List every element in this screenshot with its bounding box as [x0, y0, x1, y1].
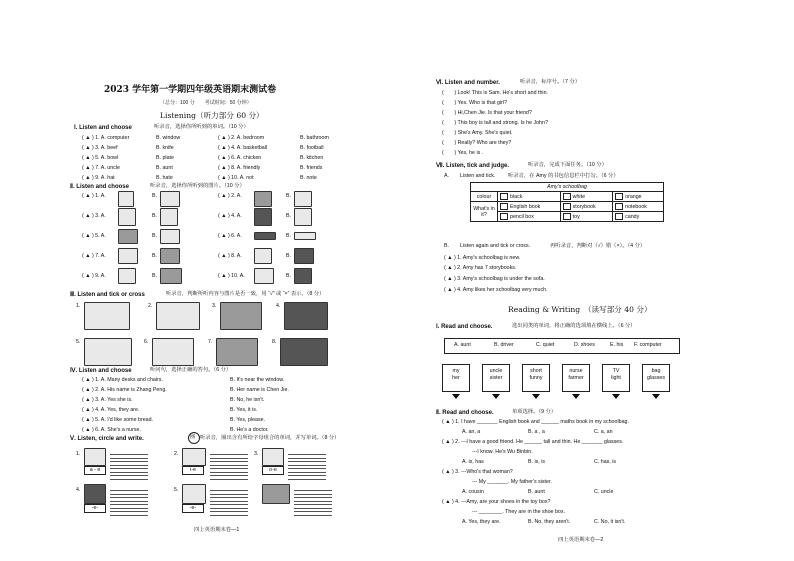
s2-7a-picture: [118, 248, 138, 264]
s4-r6-b: B. He's a doctor.: [230, 427, 269, 433]
s3-picture-2: [156, 302, 200, 330]
s2-3b-picture: [160, 208, 178, 226]
s5-picture-5: [182, 484, 206, 504]
word-card-2: uncle sister: [482, 364, 510, 392]
s2-3-b: B.: [152, 213, 158, 219]
s5-writing-lines-2b[interactable]: [210, 466, 248, 476]
s4-r3-b: B. No, he isn't.: [230, 397, 265, 403]
item-option-pencil-box[interactable]: [498, 212, 561, 222]
s4-r2-b: B. Her name is Chen Jie.: [230, 387, 289, 393]
r2-q3: ( ▲ ) 3. ---Who's that woman?: [442, 469, 513, 475]
s2-item-10: ( ▲ ) 10. A.: [218, 273, 245, 279]
s2-9a-picture: [118, 268, 136, 284]
s2-8-b: B.: [286, 253, 292, 259]
s2-item-2: ( ▲ ) 2. A.: [218, 193, 242, 199]
s4-r5-b: B. Yes, please.: [230, 417, 266, 423]
colour-option-orange[interactable]: [613, 192, 664, 202]
checkbox-icon[interactable]: [563, 203, 571, 210]
s1-r2-c0: ( ▲ ) 5. A. bowl: [82, 155, 119, 161]
r2-q2-c: C. has, is: [594, 459, 617, 465]
s3-num-4: 4.: [276, 303, 281, 309]
checkbox-icon[interactable]: [563, 213, 571, 220]
s1-r1-c3: B. football: [300, 145, 324, 151]
s5-picture-6: [262, 484, 290, 504]
arrow-down-icon: [572, 394, 580, 399]
colour-text: black: [510, 193, 523, 200]
s6-instr: 听录音，标序号。（7 分）: [520, 79, 581, 85]
s5-writing-lines-2[interactable]: [210, 452, 248, 462]
item-option-notebook[interactable]: [613, 202, 664, 212]
word-option-b: B. driver: [494, 342, 514, 348]
s3-picture-8: [280, 338, 328, 366]
r2-q2: ( ▲ ) 2. ---I have a good friend. He ______ tall and thin. He _______ glasses.: [442, 439, 624, 445]
s2-6b-picture: [294, 232, 316, 240]
r2-q2-a: A. is, has: [462, 459, 484, 465]
s2-8a-picture: [254, 248, 272, 264]
s2-3a-picture: [118, 208, 136, 226]
s5-instr: 听录音，圈出含有所给字母组合的单词，并写单词。（8 分）: [200, 435, 340, 441]
s5-head: Ⅴ. Listen, circle and write.: [70, 436, 144, 442]
s1-r4-c1: B. hate: [156, 175, 173, 181]
s4-r1-a: ( ▲ ) 1. A. Many desks and chairs.: [82, 377, 163, 383]
s5-picture-1: [84, 448, 106, 466]
s5-writing-lines-1b[interactable]: [110, 466, 148, 476]
s2-7-b: B.: [152, 253, 158, 259]
checkbox-icon[interactable]: [615, 203, 623, 210]
left-footer: 四上英语期末卷—1: [194, 527, 240, 533]
word-option-e: E. his: [610, 342, 624, 348]
checkbox-icon[interactable]: [615, 213, 623, 220]
s4-r4-a: ( ▲ ) 4. A. Yes, they are.: [82, 407, 140, 413]
arrow-down-icon: [492, 394, 500, 399]
colour-row: [471, 192, 664, 202]
s5-tag-5: -e-: [182, 504, 204, 513]
s2-item-5: ( ▲ ) 5. A.: [82, 233, 106, 239]
arrow-down-icon: [452, 394, 460, 399]
s3-picture-7: [216, 338, 258, 366]
arrow-down-icon: [532, 394, 540, 399]
table-title: Amy's schoolbag: [471, 183, 664, 192]
exam-subtitle: （总分：100 分 考试时间：50 分钟）: [160, 100, 252, 106]
s1-r2-c2: ( ▲ ) 6. A. chicken: [218, 155, 262, 161]
s4-r5-a: ( ▲ ) 5. A. I'd like some bread.: [82, 417, 154, 423]
whats-in-it-label: What's in it?: [471, 202, 498, 222]
s2-8b-picture: [294, 248, 314, 264]
s5-tag-1: a - e: [84, 466, 106, 475]
s3-num-5: 5.: [76, 339, 81, 345]
word-option-d: D. shoes: [574, 342, 595, 348]
item-text: pencil box: [510, 213, 534, 220]
item-text: toy: [572, 213, 580, 220]
s2-10b-picture: [294, 268, 312, 284]
s5-num-4: 4.: [76, 487, 81, 493]
item-option-candy[interactable]: [613, 212, 664, 222]
s1-head: Ⅰ. Listen and choose: [74, 125, 132, 131]
s2-4b-picture: [294, 208, 312, 226]
exam-title: 2023 学年第一学期四年级英语期末测试卷: [104, 85, 277, 95]
s1-r0-c2: ( ▲ ) 2. A. bedroom: [218, 135, 265, 141]
item-text: candy: [625, 213, 640, 220]
r2-q1-c: C. a, an: [594, 429, 613, 435]
r2-q1-a: A. an, a: [462, 429, 481, 435]
s5-writing-lines-3b[interactable]: [288, 466, 326, 476]
colour-option-black[interactable]: [498, 192, 561, 202]
checkbox-icon[interactable]: [563, 193, 571, 200]
arrow-down-icon: [652, 394, 660, 399]
s1-instr: 听录音，选择你所听到的单词。（10 分）: [154, 124, 249, 130]
item-text: English book: [510, 203, 541, 210]
s1-r1-c2: ( ▲ ) 4. A. basketball: [218, 145, 268, 151]
s6-line-5: ( ) She's Amy. She's quiet.: [442, 130, 513, 136]
r2-q4-sub: --- ________. They are in the shoe box.: [472, 509, 565, 515]
checkbox-icon[interactable]: [500, 203, 508, 210]
s2-instr: 听录音，选择你所听到的图片。（10 分）: [150, 183, 245, 189]
s1-r2-c1: B. plate: [156, 155, 174, 161]
s6-line-6: ( ) Really? Who are they?: [442, 140, 512, 146]
s2-1b-picture: [160, 191, 180, 207]
r2-q4-b: B. No, they aren't.: [528, 519, 571, 525]
s2-1a-picture: [118, 191, 134, 207]
colour-text: white: [572, 193, 586, 200]
s5-picture-4: [84, 484, 106, 504]
s4-head: Ⅳ. Listen and choose: [70, 368, 132, 374]
s5-tag-3: o-e: [262, 466, 284, 475]
s5-num-5: 5.: [174, 487, 179, 493]
s1-r1-c0: ( ▲ ) 3. A. beef: [82, 145, 118, 151]
s7-b-label: B.: [444, 243, 450, 249]
s5-picture-3: [262, 448, 284, 466]
s3-picture-1: [84, 302, 130, 330]
items-row-1: [471, 202, 664, 212]
s5-num-2: 2.: [174, 451, 179, 457]
s2-9-b: B.: [152, 273, 158, 279]
right-page: [410, 0, 750, 561]
r2-q4-c: C. No, it isn't.: [594, 519, 626, 525]
s5-circle-char: 圈: [190, 434, 196, 440]
s5-writing-lines-6b[interactable]: [294, 502, 332, 512]
s5-tag-4: -e-: [84, 504, 106, 513]
s1-r0-c3: B. bathroom: [300, 135, 329, 141]
s1-r4-c2: ( ▲ ) 10. A. not: [218, 175, 254, 181]
r2-q4: ( ▲ ) 4. ---Amy, are your shoes in the toy box?: [442, 499, 551, 505]
s5-writing-lines-6[interactable]: [294, 488, 332, 498]
s2-item-9: ( ▲ ) 9. A.: [82, 273, 106, 279]
s2-10a-picture: [254, 268, 274, 284]
s2-4a-picture: [254, 208, 272, 226]
s3-picture-3: [220, 302, 262, 330]
s1-r4-c3: B. note: [300, 175, 317, 181]
s2-item-1: ( ▲ ) 1. A.: [82, 193, 106, 199]
s5-num-3: 3.: [254, 451, 259, 457]
s3-instr: 听录音，判断所听内容与图片是否一致，用 “√” 或 “×” 表示。（8 分）: [166, 291, 325, 297]
s4-r4-b: B. Yes, it is.: [230, 407, 258, 413]
s3-num-7: 7.: [208, 339, 213, 345]
s2-item-3: ( ▲ ) 3. A.: [82, 213, 106, 219]
s3-head: Ⅲ. Listen and tick or cross: [70, 292, 145, 298]
right-footer: 四上英语期末卷—2: [558, 537, 604, 543]
checkbox-icon[interactable]: [500, 193, 508, 200]
word-card-4: nurse farmer: [562, 364, 590, 392]
s2-6-b: B.: [286, 233, 292, 239]
r1-head: Ⅰ. Read and choose.: [436, 324, 493, 330]
item-option-toy[interactable]: [560, 212, 612, 222]
s4-r3-a: ( ▲ ) 3. A. Yes she is.: [82, 397, 133, 403]
r2-q1: ( ▲ ) 1. I have _______ English book and ______ maths book in my schoolbag.: [442, 419, 629, 425]
s2-5-b: B.: [152, 233, 158, 239]
r2-instr: 单项选择。（9 分）: [512, 409, 557, 415]
s5-tag-2: i-e: [182, 466, 204, 475]
word-option-f: F. computer: [634, 342, 662, 348]
s7-judge-4: ( ▲ ) 4. Amy likes her schoolbag very much.: [444, 287, 548, 293]
colour-label: colour: [471, 192, 498, 202]
s2-item-4: ( ▲ ) 4. A.: [218, 213, 242, 219]
word-card-3: short funny: [522, 364, 550, 392]
r2-q3-b: B. aunt: [528, 489, 545, 495]
word-card-6: bag glasses: [642, 364, 670, 392]
word-card-5: TV light: [602, 364, 630, 392]
s2-1-b: B.: [152, 193, 158, 199]
s5-writing-lines-4b[interactable]: [110, 502, 148, 512]
s3-picture-4: [284, 302, 328, 330]
r2-head: Ⅱ. Read and choose.: [436, 410, 494, 416]
s5-writing-lines-5b[interactable]: [210, 502, 248, 512]
s2-10-b: B.: [286, 273, 292, 279]
s3-num-6: 6.: [144, 339, 149, 345]
s2-6a-picture: [254, 232, 276, 240]
items-row-2: [471, 212, 664, 222]
s1-r4-c0: ( ▲ ) 9. A. hat: [82, 175, 115, 181]
s4-r2-a: ( ▲ ) 2. A. His name is Zhang Peng.: [82, 387, 167, 393]
s6-line-4: ( ) This boy is tall and strong. Is he John?: [442, 120, 548, 126]
r2-q2-sub: ---I know. He's Wu Binbin.: [472, 449, 533, 455]
s7-head: Ⅶ. Listen, tick and judge.: [436, 163, 510, 169]
s2-9b-picture: [160, 268, 182, 284]
s2-item-8: ( ▲ ) 8. A.: [218, 253, 242, 259]
r1-instr: 选出同类的单词，将正确的选项填在横线上。（6 分）: [512, 323, 636, 329]
s7-a-instr: 听录音，在 Amy 的书包信息栏中打勾。（6 分）: [508, 173, 619, 179]
s6-line-7: ( ) Yes, he is .: [442, 150, 484, 156]
s7-b-instr: 再听录音，判断对（√）错（×）。（4 分）: [550, 243, 646, 249]
s7-judge-2: ( ▲ ) 2. Amy has 7 storybooks.: [444, 265, 517, 271]
colour-option-white[interactable]: [560, 192, 612, 202]
s7-a-label: A.: [444, 173, 450, 179]
s4-r1-b: B. It's near the window.: [230, 377, 285, 383]
item-text: notebook: [625, 203, 647, 210]
checkbox-icon[interactable]: [500, 213, 508, 220]
s7-b-text: Listen again and tick or cross.: [460, 243, 531, 249]
s1-r2-c3: B. kitchen: [300, 155, 324, 161]
s2-5a-picture: [118, 229, 138, 244]
s3-num-1: 1.: [76, 303, 81, 309]
s1-r3-c3: B. friends: [300, 165, 323, 171]
s2-item-7: ( ▲ ) 7. A.: [82, 253, 106, 259]
r2-q3-sub: --- My _______. My father's sister.: [472, 479, 552, 485]
s1-r3-c0: ( ▲ ) 7. A. uncle: [82, 165, 120, 171]
checkbox-icon[interactable]: [615, 193, 623, 200]
s2-7b-picture: [160, 248, 180, 264]
s7-instr: 听录音，完成下面任务。（10 分）: [528, 162, 607, 168]
s2-head: Ⅱ. Listen and choose: [70, 184, 129, 190]
s1-r3-c2: ( ▲ ) 8. A. friendly: [218, 165, 261, 171]
s2-5b-picture: [160, 229, 180, 244]
s2-item-6: ( ▲ ) 6. A.: [218, 233, 242, 239]
r2-q1-b: B. a , a: [528, 429, 545, 435]
s1-r3-c1: B. aunt: [156, 165, 173, 171]
item-option-storybook[interactable]: [560, 202, 612, 212]
item-option-english-book[interactable]: [498, 202, 561, 212]
s5-writing-lines-5[interactable]: [210, 488, 248, 498]
item-text: storybook: [572, 203, 596, 210]
s5-picture-2: [182, 448, 206, 466]
s6-line-3: ( ) Hi,Chen Jie. Is that your friend?: [442, 110, 532, 116]
s2-2a-picture: [254, 191, 272, 207]
s6-line-2: ( ) Yes. Who is that girl?: [442, 100, 508, 106]
s1-r1-c1: B. knife: [156, 145, 174, 151]
listening-header: Listening（听力部分 60 分）: [160, 111, 264, 120]
word-card-1: my her: [442, 364, 470, 392]
r2-q3-c: C. uncle: [594, 489, 614, 495]
table-title-row: [471, 183, 664, 192]
s3-num-8: 8.: [272, 339, 277, 345]
s5-num-1: 1.: [76, 451, 81, 457]
arrow-down-icon: [612, 394, 620, 399]
rw-header: Reading & Writing （读写部分 40 分）: [508, 305, 652, 314]
s2-2-b: B.: [286, 193, 292, 199]
s5-writing-lines-4[interactable]: [110, 488, 148, 498]
s7-judge-1: ( ▲ ) 1. Amy's schoolbag is new.: [444, 255, 521, 261]
s6-head: Ⅵ. Listen and number.: [436, 80, 500, 86]
s3-num-3: 3.: [212, 303, 217, 309]
word-option-a: A. aunt: [454, 342, 471, 348]
left-page: [48, 0, 396, 561]
s2-4-b: B.: [286, 213, 292, 219]
s2-2b-picture: [294, 191, 312, 207]
s1-r0-c0: ( ▲ ) 1. A. computer: [82, 135, 130, 141]
s4-r6-a: ( ▲ ) 6. A. She's a nurse.: [82, 427, 141, 433]
s5-writing-lines-3[interactable]: [288, 452, 326, 462]
colour-text: orange: [625, 193, 642, 200]
s3-picture-6: [152, 338, 194, 366]
s7-a-text: Listen and tick.: [460, 173, 496, 179]
s6-line-1: ( ) Look! This is Sam. He's short and thin.: [442, 90, 549, 96]
s4-instr: 听问句，选择正确的答句。（6 分）: [150, 367, 232, 373]
s5-writing-lines-1[interactable]: [110, 452, 148, 462]
amy-schoolbag-table: [470, 182, 664, 222]
s1-r0-c1: B. window: [156, 135, 181, 141]
r2-q3-a: A. cousin: [462, 489, 484, 495]
r2-q2-b: B. is, is: [528, 459, 546, 465]
s7-judge-3: ( ▲ ) 3. Amy's schoolbag is under the sofa.: [444, 276, 545, 282]
s3-picture-5: [84, 338, 132, 366]
r2-q4-a: A. Yes, they are.: [462, 519, 501, 525]
s3-num-2: 2.: [148, 303, 153, 309]
word-option-c: C. quiet: [536, 342, 555, 348]
